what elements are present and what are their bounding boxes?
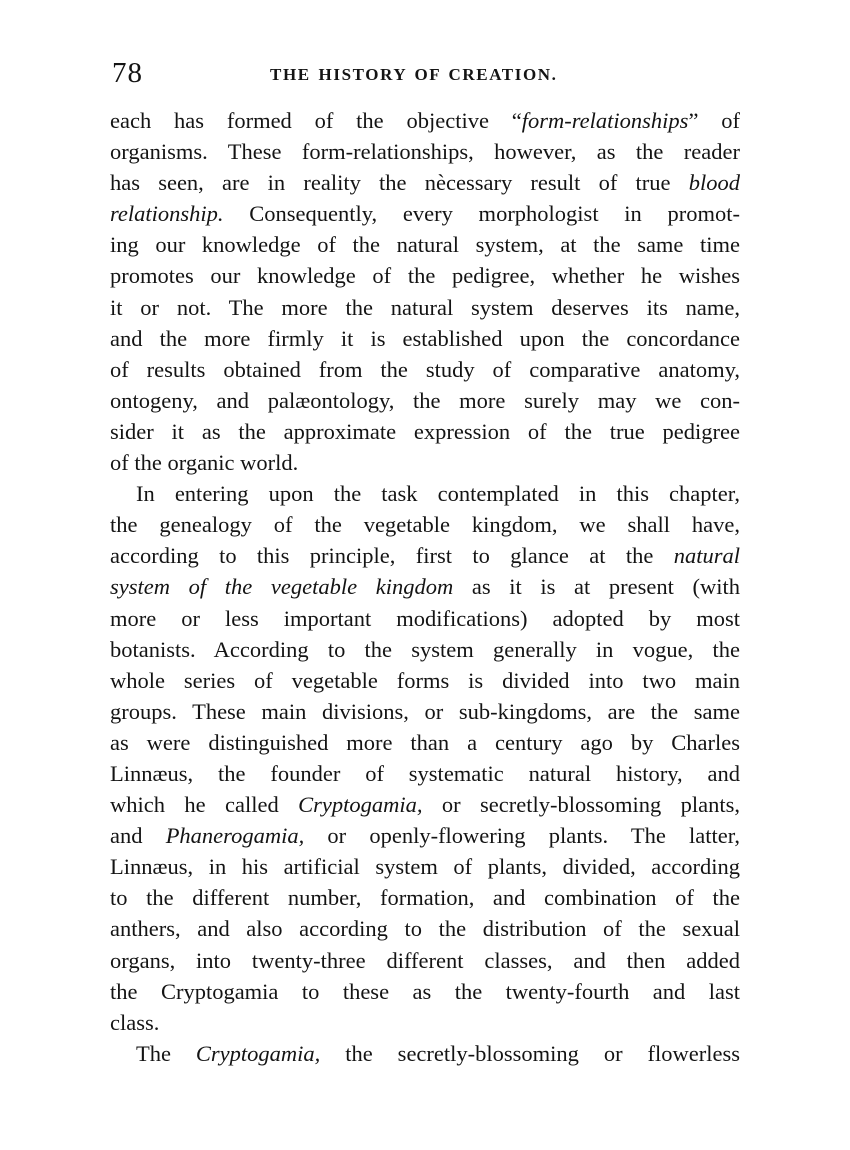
text-segment: organisms. These form-relationships, however, as the reader bbox=[110, 139, 740, 165]
text-line bbox=[110, 976, 740, 1007]
text-segment: or openly-flowering plants. The latter, bbox=[304, 823, 740, 849]
text-line bbox=[110, 105, 740, 136]
text-segment: or secretly-blossoming plants, bbox=[422, 792, 740, 818]
text-segment: to the different number, formation, and combination of the bbox=[110, 885, 740, 911]
text-segment: and the more firmly it is established upon the concordance bbox=[110, 325, 740, 351]
italic-text: system of the vegetable kingdom bbox=[110, 574, 454, 600]
text-line bbox=[110, 727, 740, 758]
text-line bbox=[110, 292, 740, 323]
italic-text: relationship. bbox=[110, 201, 224, 227]
text-line bbox=[110, 1038, 740, 1069]
italic-text: Phanerogamia, bbox=[165, 823, 305, 849]
text-line bbox=[110, 478, 740, 509]
text-segment: of results obtained from the study of comparative anatomy, bbox=[110, 356, 740, 382]
text-segment: Linnæus, in his artificial system of plants, divided, according bbox=[110, 854, 740, 880]
text-line bbox=[110, 634, 740, 665]
text-segment: whole series of vegetable forms is divided into two main bbox=[110, 667, 740, 693]
text-line bbox=[110, 945, 740, 976]
text-line bbox=[110, 820, 740, 851]
text-line bbox=[110, 385, 740, 416]
text-segment: of the organic world. bbox=[110, 450, 299, 476]
text-segment: organs, into twenty-three different classes, and then added bbox=[110, 947, 740, 973]
text-line bbox=[110, 571, 740, 602]
text-line bbox=[110, 354, 740, 385]
text-segment: ing our knowledge of the natural system, at the same time bbox=[110, 232, 740, 258]
text-line bbox=[110, 229, 740, 260]
text-segment: according to this principle, first to glance at the bbox=[110, 543, 674, 569]
text-segment: groups. These main divisions, or sub-kingdoms, are the same bbox=[110, 698, 740, 724]
running-head bbox=[110, 55, 740, 95]
text-segment: the Cryptogamia to these as the twenty-fourth and last bbox=[110, 978, 740, 1004]
text-line bbox=[110, 789, 740, 820]
text-segment: ” of bbox=[688, 108, 740, 133]
text-line bbox=[110, 136, 740, 167]
italic-text: blood bbox=[688, 170, 740, 196]
text-line bbox=[110, 851, 740, 882]
text-line bbox=[110, 323, 740, 354]
body-text bbox=[110, 105, 740, 1069]
italic-text: natural bbox=[673, 543, 740, 569]
italic-text: form-relationships bbox=[521, 108, 689, 133]
text-segment: anthers, and also according to the distribution of the sexual bbox=[110, 916, 740, 942]
text-segment: as were distinguished more than a century ago by Charles bbox=[110, 729, 740, 755]
running-title: THE HISTORY OF CREATION. bbox=[270, 65, 558, 84]
italic-text: Cryptogamia, bbox=[195, 1040, 321, 1066]
text-line bbox=[110, 260, 740, 291]
text-segment: the genealogy of the vegetable kingdom, we shall have, bbox=[110, 512, 740, 538]
text-segment: promotes our knowledge of the pedigree, whether he wishes bbox=[110, 263, 740, 289]
text-segment: Linnæus, the founder of systematic natural history, and bbox=[110, 760, 740, 786]
text-line bbox=[110, 447, 740, 478]
text-line bbox=[110, 913, 740, 944]
text-line bbox=[110, 758, 740, 789]
text-segment: In entering upon the task contemplated in this chapter, bbox=[136, 481, 740, 507]
text-line bbox=[110, 696, 740, 727]
text-line bbox=[110, 167, 740, 198]
text-segment: each has formed of the objective “ bbox=[110, 108, 522, 133]
text-line bbox=[110, 882, 740, 913]
text-segment: botanists. According to the system generally in vogue, the bbox=[110, 636, 740, 662]
text-line bbox=[110, 416, 740, 447]
page-number: 78 bbox=[112, 57, 143, 89]
book-page bbox=[110, 55, 740, 1069]
text-segment: has seen, are in reality the nècessary result of true bbox=[110, 170, 689, 196]
text-line bbox=[110, 665, 740, 696]
text-segment: more or less important modifications) adopted by most bbox=[110, 605, 740, 631]
text-segment: Consequently, every morphologist in promot- bbox=[223, 201, 740, 227]
text-segment: sider it as the approximate expression of the true pedigree bbox=[110, 418, 740, 444]
text-line bbox=[110, 540, 740, 571]
text-segment: The bbox=[136, 1040, 196, 1066]
text-line bbox=[110, 1007, 740, 1038]
text-line bbox=[110, 198, 740, 229]
text-segment: which he called bbox=[110, 792, 299, 818]
text-segment: ontogeny, and palæontology, the more surely may we con- bbox=[110, 387, 740, 413]
text-line bbox=[110, 603, 740, 634]
text-line bbox=[110, 509, 740, 540]
text-segment: it or not. The more the natural system deserves its name, bbox=[110, 294, 740, 320]
text-segment: the secretly-blossoming or flowerless bbox=[320, 1040, 740, 1066]
text-segment: and bbox=[110, 823, 166, 849]
italic-text: Cryptogamia, bbox=[298, 792, 423, 818]
text-segment: as it is at present (with bbox=[453, 574, 740, 600]
text-segment: class. bbox=[110, 1009, 160, 1035]
